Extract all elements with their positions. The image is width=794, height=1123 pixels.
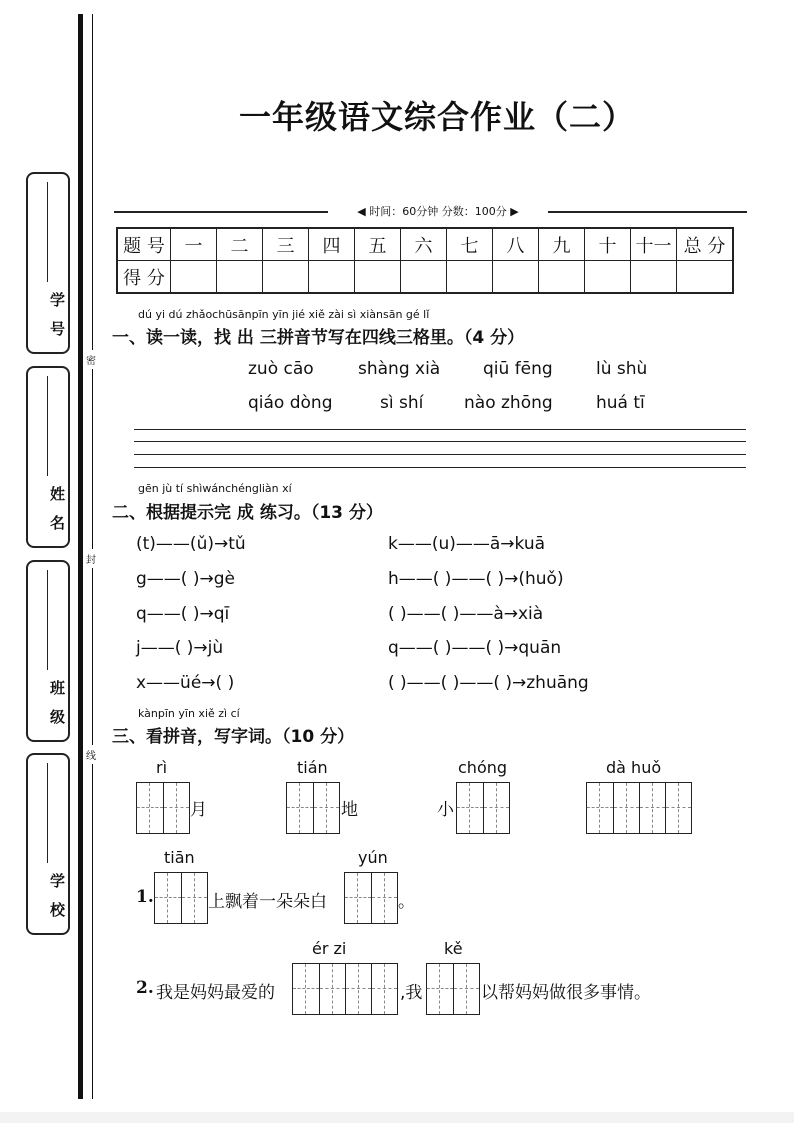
score-input-cell[interactable] — [309, 261, 355, 294]
score-header-cell: 八 — [493, 228, 539, 261]
grid-cell[interactable] — [587, 783, 613, 833]
sentence-number: 2. — [136, 978, 154, 998]
binding-underline — [47, 570, 48, 670]
section1-word: qiū fēng — [483, 359, 553, 379]
binding-label-class: 班级 — [48, 680, 66, 738]
sentence-number: 1. — [136, 887, 154, 907]
writing-grid[interactable] — [586, 782, 692, 834]
sentence-text: ,我 — [400, 983, 423, 1003]
writing-grid[interactable] — [426, 963, 480, 1015]
score-header-cell: 总 分 — [677, 228, 734, 261]
section1-pinyin: dú yi dú zhǎochūsānpīn yīn jié xiě zài sì xiànsān gé lǐ — [138, 308, 430, 321]
score-input-cell[interactable] — [355, 261, 401, 294]
score-input-cell[interactable] — [263, 261, 309, 294]
word-char: 月 — [190, 800, 207, 820]
score-input-cell[interactable] — [217, 261, 263, 294]
section2-pinyin: gēn jù tí shìwánchéngliàn xí — [138, 482, 292, 495]
exercise-item: ( )——( )——à→xià — [388, 604, 544, 624]
exercise-item: q——( )→qī — [136, 604, 230, 624]
grid-cell[interactable] — [427, 964, 453, 1014]
binding-box-class — [26, 560, 70, 742]
binding-mark-line: 线 — [86, 745, 96, 764]
page-title: 一年级语文综合作业（二） — [238, 98, 635, 136]
word-pinyin: rì — [156, 758, 168, 777]
binding-mark-seal: 封 — [86, 549, 96, 568]
score-header-cell: 四 — [309, 228, 355, 261]
score-header-cell: 题 号 — [117, 228, 171, 261]
sentence-text: 我是妈妈最爱的 — [156, 983, 275, 1003]
section1-word: qiáo dòng — [248, 393, 333, 413]
section1-word: huá tī — [596, 393, 645, 413]
binding-box-school — [26, 753, 70, 935]
score-header-cell: 五 — [355, 228, 401, 261]
word-pinyin: dà huǒ — [606, 758, 662, 777]
score-input-cell[interactable] — [493, 261, 539, 294]
grid-cell[interactable] — [371, 873, 397, 923]
grid-cell[interactable] — [345, 873, 371, 923]
section1-word: nào zhōng — [464, 393, 553, 413]
score-row-label: 得 分 — [117, 261, 171, 294]
exercise-item: j——( )→jù — [136, 638, 224, 658]
binding-label-student-id: 学号 — [48, 292, 66, 350]
score-input-cell[interactable] — [539, 261, 585, 294]
word-char: 地 — [341, 800, 358, 820]
writing-grid[interactable] — [292, 963, 398, 1015]
time-score-info: ◀ 时间：60分钟 分数：100分 ▶ — [328, 203, 548, 219]
sentence-text: 。 — [398, 892, 415, 912]
score-header-cell: 一 — [171, 228, 217, 261]
sentence-pinyin: ér zi — [312, 939, 347, 958]
score-total-cell[interactable] — [677, 261, 734, 294]
score-input-cell[interactable] — [631, 261, 677, 294]
grid-cell[interactable] — [313, 783, 339, 833]
grid-cell[interactable] — [293, 964, 319, 1014]
exercise-item: k——(u)——ā→kuā — [388, 534, 546, 554]
writing-grid[interactable] — [456, 782, 510, 834]
score-header-cell: 十一 — [631, 228, 677, 261]
exercise-item: ( )——( )——( )→zhuāng — [388, 673, 589, 693]
sentence-text: 以帮妈妈做很多事情。 — [481, 983, 651, 1003]
section2-heading: 二、根据提示完 成 练习。（13 分） — [112, 503, 383, 523]
grid-cell[interactable] — [155, 873, 181, 923]
writing-line[interactable] — [134, 441, 746, 442]
grid-cell[interactable] — [371, 964, 397, 1014]
grid-cell[interactable] — [287, 783, 313, 833]
section1-heading: 一、读一读，找 出 三拼音节写在四线三格里。（4 分） — [112, 328, 525, 348]
score-header-cell: 十 — [585, 228, 631, 261]
binding-label-school: 学校 — [48, 873, 66, 931]
sentence-text: 上飘着一朵朵白 — [208, 892, 327, 912]
writing-grid[interactable] — [344, 872, 398, 924]
exercise-item: x——üé→( ) — [136, 673, 235, 693]
writing-grid[interactable] — [154, 872, 208, 924]
sentence-pinyin: tiān — [164, 848, 195, 867]
grid-cell[interactable] — [665, 783, 691, 833]
score-input-cell[interactable] — [171, 261, 217, 294]
binding-box-student-id — [26, 172, 70, 354]
section1-word: zuò cāo — [248, 359, 314, 379]
grid-cell[interactable] — [181, 873, 207, 923]
score-header-cell: 九 — [539, 228, 585, 261]
writing-line[interactable] — [134, 467, 746, 468]
score-header-cell: 六 — [401, 228, 447, 261]
grid-cell[interactable] — [457, 783, 483, 833]
score-table-score-row — [117, 261, 733, 294]
page-bottom-edge — [0, 1112, 794, 1123]
grid-cell[interactable] — [483, 783, 509, 833]
score-input-cell[interactable] — [401, 261, 447, 294]
grid-cell[interactable] — [163, 783, 189, 833]
grid-cell[interactable] — [453, 964, 479, 1014]
score-header-cell: 三 — [263, 228, 309, 261]
exercise-item: g——( )→gè — [136, 569, 235, 589]
word-pinyin: tián — [297, 758, 328, 777]
writing-grid[interactable] — [136, 782, 190, 834]
grid-cell[interactable] — [613, 783, 639, 833]
writing-line[interactable] — [134, 454, 746, 455]
word-pinyin: chóng — [458, 758, 508, 777]
word-char: 小 — [437, 800, 454, 820]
exercise-item: (t)——(ǔ)→tǔ — [136, 534, 246, 554]
binding-underline — [47, 182, 48, 282]
grid-cell[interactable] — [639, 783, 665, 833]
exercise-item: h——( )——( )→(huǒ) — [388, 569, 564, 589]
section1-word: sì shí — [380, 393, 424, 413]
writing-line[interactable] — [134, 429, 746, 430]
score-input-cell[interactable] — [585, 261, 631, 294]
binding-box-name — [26, 366, 70, 548]
exercise-item: q——( )——( )→quān — [388, 638, 562, 658]
score-table — [116, 227, 734, 294]
binding-label-name: 姓名 — [48, 486, 66, 544]
binding-underline — [47, 763, 48, 863]
score-table-header-row — [117, 228, 733, 261]
binding-underline — [47, 376, 48, 476]
binding-line-thick — [78, 14, 83, 1099]
grid-cell[interactable] — [345, 964, 371, 1014]
binding-mark-seal: 密 — [86, 350, 96, 369]
score-header-cell: 二 — [217, 228, 263, 261]
score-input-cell[interactable] — [447, 261, 493, 294]
sentence-pinyin: yún — [358, 848, 388, 867]
writing-grid[interactable] — [286, 782, 340, 834]
section3-pinyin: kànpīn yīn xiě zì cí — [138, 707, 240, 720]
section3-heading: 三、看拼音，写字词。（10 分） — [112, 727, 355, 747]
sentence-pinyin: kě — [444, 939, 463, 958]
section1-word: shàng xià — [358, 359, 441, 379]
grid-cell[interactable] — [319, 964, 345, 1014]
section1-word: lù shù — [596, 359, 648, 379]
score-header-cell: 七 — [447, 228, 493, 261]
grid-cell[interactable] — [137, 783, 163, 833]
